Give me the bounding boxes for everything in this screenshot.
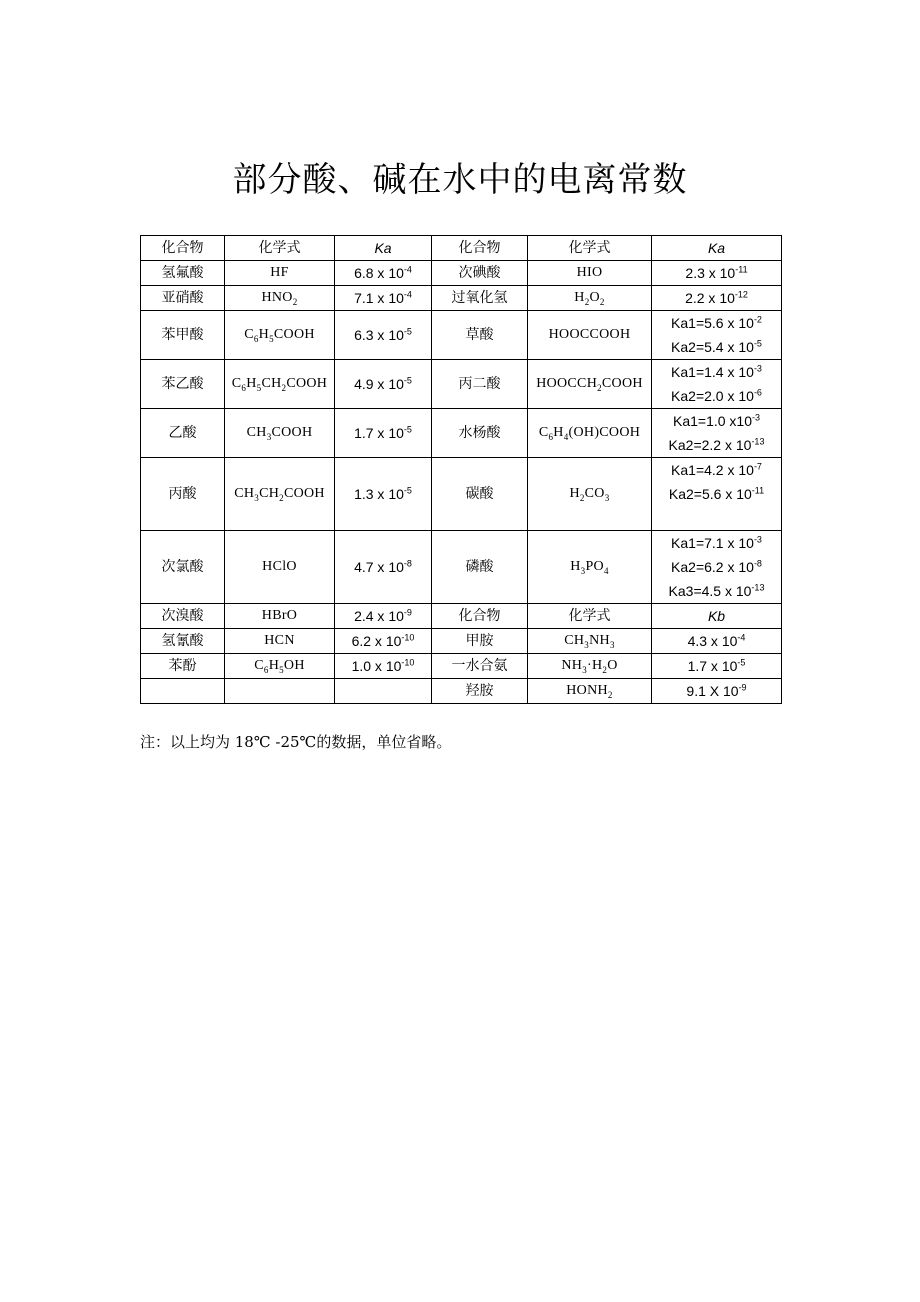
ka-values (652, 409, 782, 458)
chemical-formula: HOOCCOOH (528, 311, 652, 360)
table-row (141, 261, 782, 286)
compound-name: 乙酸 (141, 409, 225, 458)
chemical-formula: $CH_3CH_2COOH$ (225, 458, 335, 531)
page-title: 部分酸、碱在水中的电离常数 (232, 160, 688, 200)
ka2-value: Ka2=6.2 x $10^{-8}$ (671, 558, 762, 575)
compound-name: 一水合氨 (432, 654, 528, 679)
chemical-formula: $C_6H_5OH$ (225, 654, 335, 679)
table-row (141, 531, 782, 604)
ka1-value: Ka1=5.6 x $10^{-2}$ (671, 314, 762, 331)
empty-cell (225, 679, 335, 704)
table-row (141, 629, 782, 654)
chemical-formula: $H_3PO_4$ (528, 531, 652, 604)
ka-value: 2.2 x $10^{-12}$ (652, 286, 782, 311)
chemical-formula: HF (225, 261, 335, 286)
ka2-value: Ka2=5.6 x $10^{-11}$ (668, 485, 765, 502)
chemical-formula: $C_6H_4(OH)COOH$ (528, 409, 652, 458)
table-row (141, 360, 782, 409)
table-header-row (141, 236, 782, 261)
empty-cell (141, 679, 225, 704)
header-compound: 化合物 (141, 236, 225, 261)
ka2-value: Ka2=2.0 x $10^{-6}$ (671, 387, 762, 404)
footnote: 注：以上均为 18℃ -25℃的数据，单位省略。 (140, 733, 452, 751)
chemical-formula: HClO (225, 531, 335, 604)
chemical-formula: HIO (528, 261, 652, 286)
ka1-value: Ka1=7.1 x $10^{-3}$ (671, 534, 762, 551)
compound-name: 丙二酸 (432, 360, 528, 409)
compound-name: 过氧化氢 (432, 286, 528, 311)
table-row (141, 458, 782, 531)
empty-cell (335, 679, 432, 704)
ka-values (652, 311, 782, 360)
compound-name: 氢氟酸 (141, 261, 225, 286)
table-row (141, 286, 782, 311)
ka-value: 2.3 x $10^{-11}$ (652, 261, 782, 286)
header-formula-base: 化学式 (528, 604, 652, 629)
ka-value: 1.3 x $10^{-5}$ (335, 458, 432, 531)
ka-value: 6.8 x $10^{-4}$ (335, 261, 432, 286)
compound-name: 苯甲酸 (141, 311, 225, 360)
kb-value: 4.3 x $10^{-4}$ (652, 629, 782, 654)
ionization-constants-table (140, 235, 782, 704)
compound-name: 苯乙酸 (141, 360, 225, 409)
ka-values (652, 360, 782, 409)
compound-name: 次碘酸 (432, 261, 528, 286)
ka-values (652, 531, 782, 604)
kb-value: 9.1 X $10^{-9}$ (652, 679, 782, 704)
table-row (141, 679, 782, 704)
compound-name: 羟胺 (432, 679, 528, 704)
ka-value: 6.3 x $10^{-5}$ (335, 311, 432, 360)
ka-value: 1.7 x $10^{-5}$ (335, 409, 432, 458)
compound-name: 磷酸 (432, 531, 528, 604)
chemical-formula: $HOOCCH_2COOH$ (528, 360, 652, 409)
chemical-formula: $H_2O_2$ (528, 286, 652, 311)
compound-name: 次氯酸 (141, 531, 225, 604)
header-formula: 化学式 (225, 236, 335, 261)
header-ka: Ka (335, 236, 432, 261)
ka3-value: Ka3=4.5 x $10^{-13}$ (668, 582, 765, 599)
header-compound-base: 化合物 (432, 604, 528, 629)
compound-name: 水杨酸 (432, 409, 528, 458)
ka-value: 1.0 x $10^{-10}$ (335, 654, 432, 679)
compound-name: 草酸 (432, 311, 528, 360)
ka2-value: Ka2=5.4 x $10^{-5}$ (671, 338, 762, 355)
ka-value: 2.4 x $10^{-9}$ (335, 604, 432, 629)
table-row (141, 409, 782, 458)
chemical-formula: $NH_3\cdot H_2O$ (528, 654, 652, 679)
compound-name: 甲胺 (432, 629, 528, 654)
chemical-formula: $CH_3NH_3$ (528, 629, 652, 654)
compound-name: 丙酸 (141, 458, 225, 531)
kb-value: 1.7 x $10^{-5}$ (652, 654, 782, 679)
chemical-formula: $C_6H_5CH_2COOH$ (225, 360, 335, 409)
chemical-formula: $C_6H_5COOH$ (225, 311, 335, 360)
ka-value: 7.1 x $10^{-4}$ (335, 286, 432, 311)
table-row (141, 604, 782, 629)
chemical-formula: $HONH_2$ (528, 679, 652, 704)
header-kb: Kb (652, 604, 782, 629)
table-row (141, 311, 782, 360)
compound-name: 氢氰酸 (141, 629, 225, 654)
chemical-formula: $HNO_2$ (225, 286, 335, 311)
chemical-formula: HCN (225, 629, 335, 654)
ka1-value: Ka1=1.0 $x10^{-3}$ (672, 412, 761, 429)
ka-value: 4.9 x $10^{-5}$ (335, 360, 432, 409)
compound-name: 亚硝酸 (141, 286, 225, 311)
ka2-value: Ka2=2.2 x $10^{-13}$ (668, 436, 765, 453)
ka1-value: Ka1=1.4 x $10^{-3}$ (671, 363, 762, 380)
chemical-formula: HBrO (225, 604, 335, 629)
header-compound-2: 化合物 (432, 236, 528, 261)
ka-value: 6.2 x $10^{-10}$ (335, 629, 432, 654)
header-ka-2: Ka (652, 236, 782, 261)
ka1-value: Ka1=4.2 x $10^{-7}$ (671, 461, 762, 478)
compound-name: 次溴酸 (141, 604, 225, 629)
compound-name: 苯酚 (141, 654, 225, 679)
chemical-formula: $CH_3COOH$ (225, 409, 335, 458)
ka-value: 4.7 x $10^{-8}$ (335, 531, 432, 604)
table-row (141, 654, 782, 679)
ka-values (652, 458, 782, 531)
header-formula-2: 化学式 (528, 236, 652, 261)
chemical-formula: $H_2CO_3$ (528, 458, 652, 531)
compound-name: 碳酸 (432, 458, 528, 531)
